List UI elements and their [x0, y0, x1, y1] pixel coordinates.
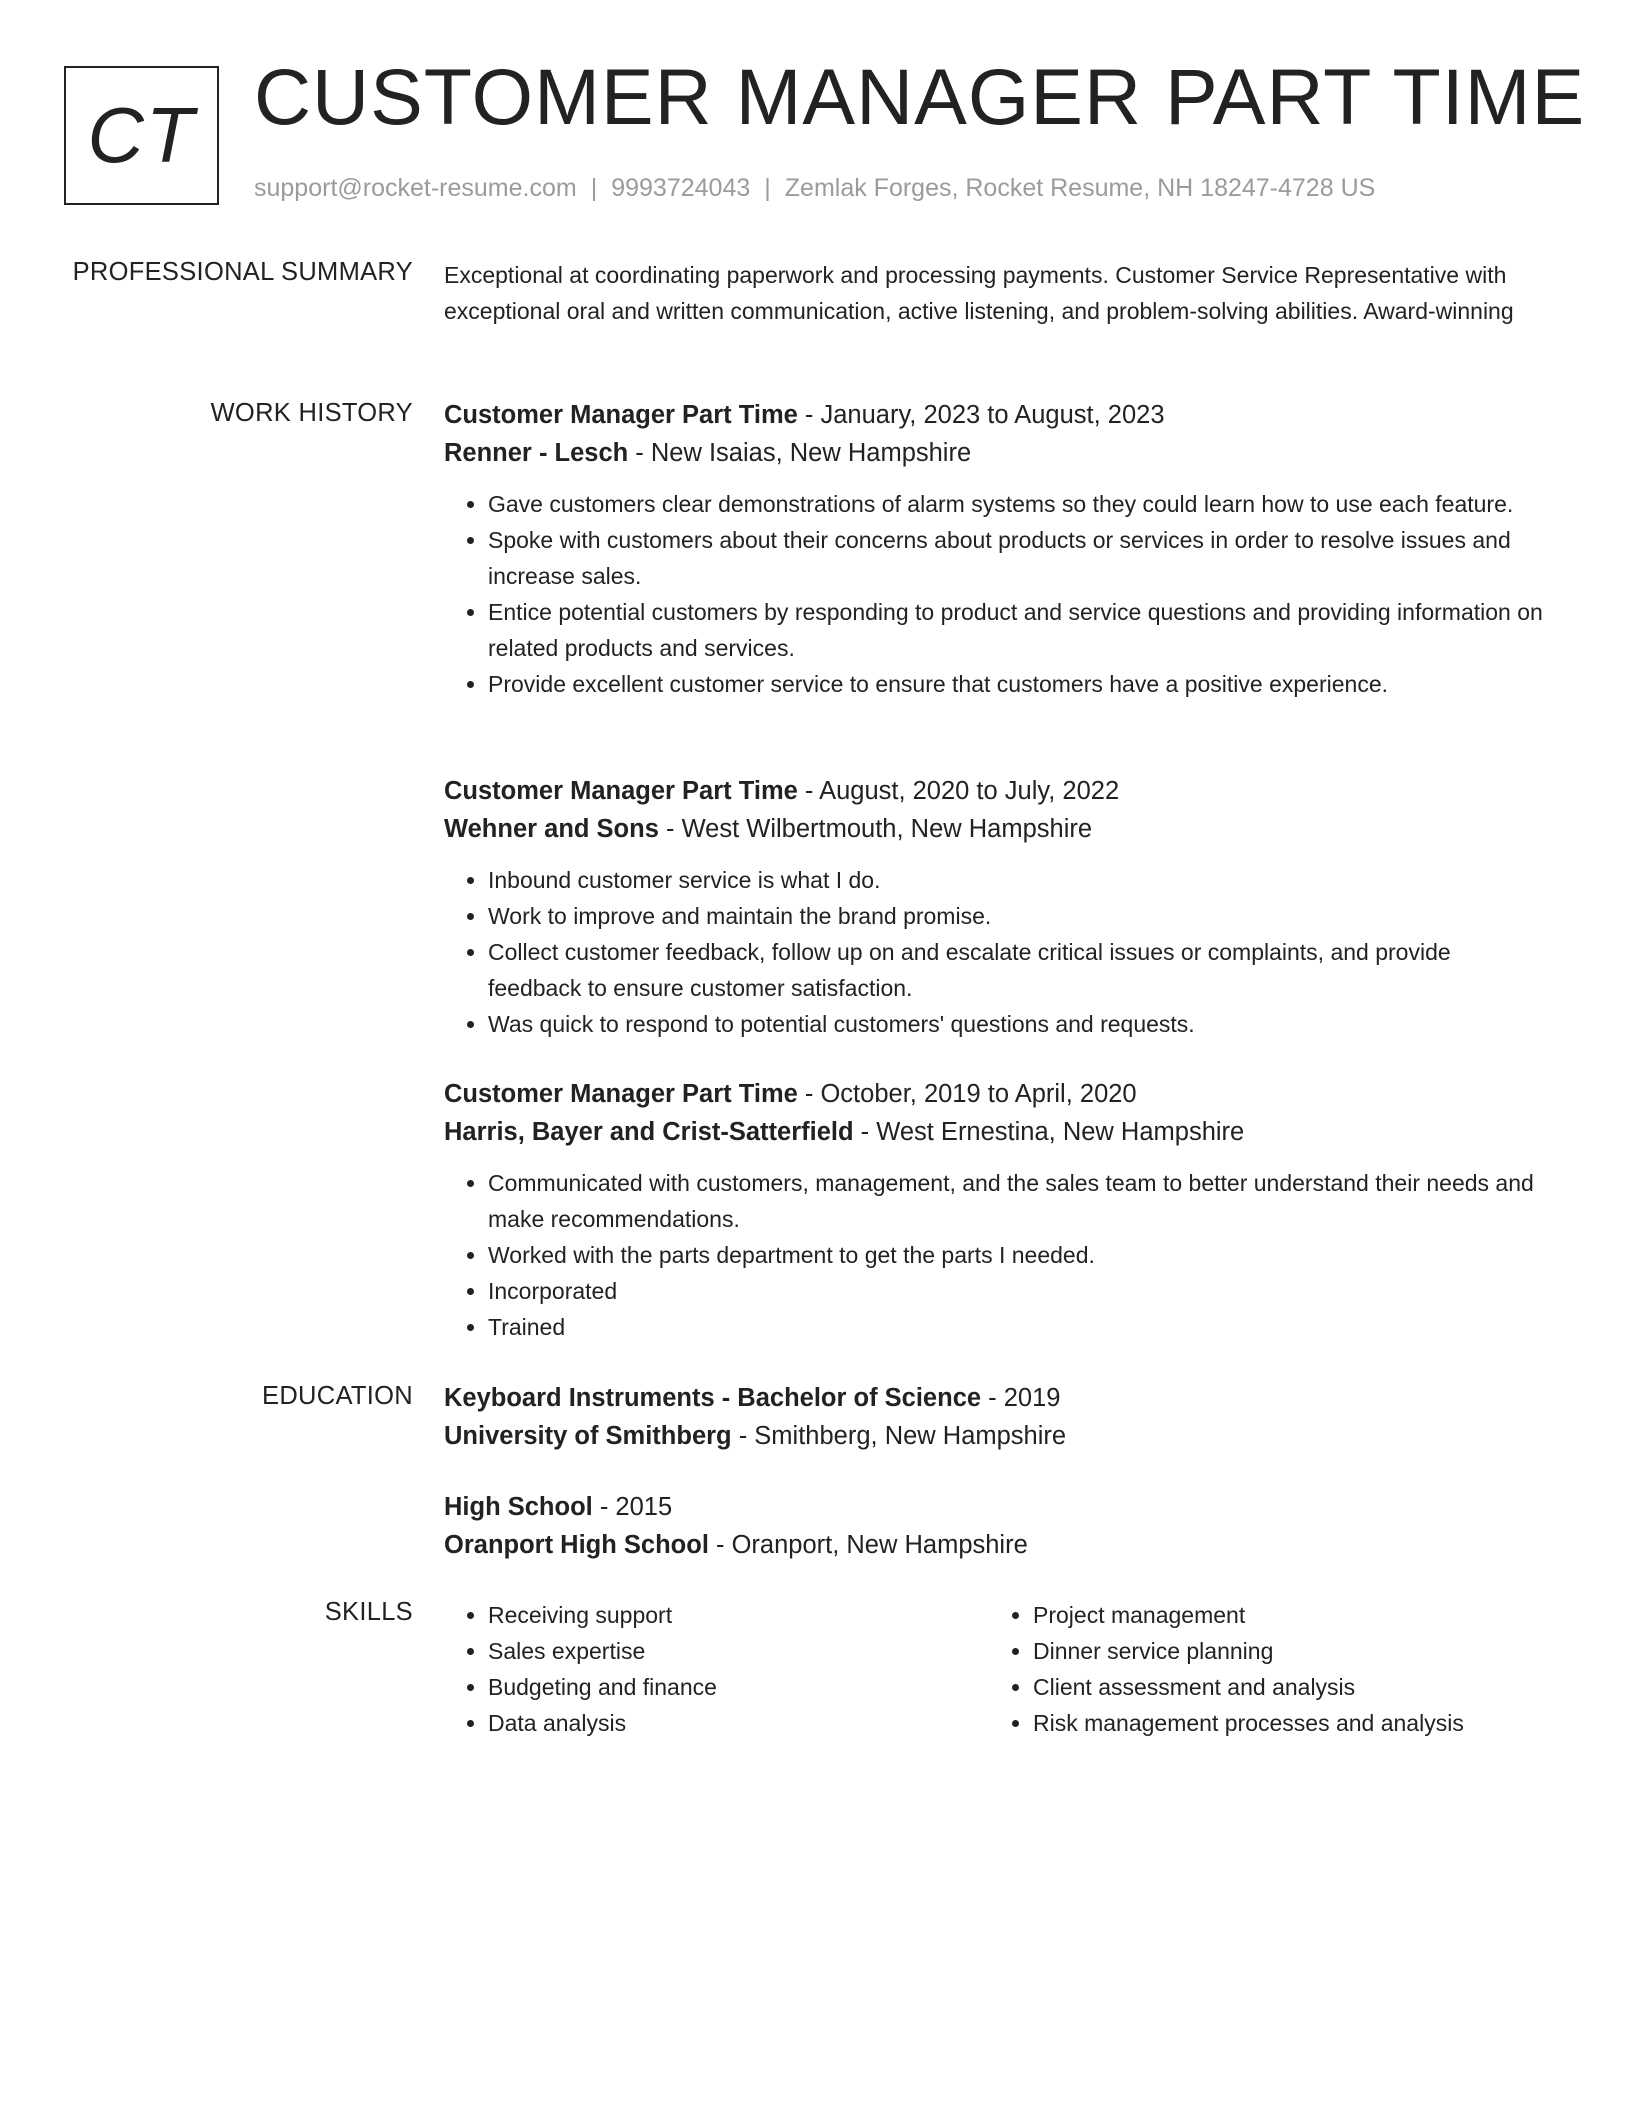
skills-column-left	[444, 1597, 964, 1741]
skill-item: • Budgeting and finance	[488, 1669, 964, 1705]
job-bullet: • Collect customer feedback, follow up on and escalate critical issues or complaints, and provide feedback to ensure customer satisfaction.	[488, 934, 1544, 1006]
contact-separator: |	[590, 174, 598, 202]
job-title: Customer Manager Part Time	[444, 401, 798, 429]
education-degree-line	[444, 1379, 1544, 1417]
job-entry	[444, 1075, 1544, 1345]
job-dates: - October, 2019 to April, 2020	[797, 1080, 1137, 1108]
job-location: - West Wilbertmouth, New Hampshire	[658, 815, 1093, 843]
job-bullet: • Entice potential customers by responding to product and service questions and providing information on related products and services.	[488, 594, 1544, 666]
contact-email: support@rocket-resume.com	[254, 174, 577, 202]
education-school-line	[444, 1417, 1544, 1455]
job-title: Customer Manager Part Time	[444, 1080, 798, 1108]
skill-item: • Client assessment and analysis	[1033, 1669, 1509, 1705]
job-bullet: • Inbound customer service is what I do.	[488, 862, 1544, 898]
job-company-line	[444, 810, 1544, 848]
job-entry	[444, 396, 1544, 702]
section-label-work: WORK HISTORY	[210, 399, 413, 427]
skill-item: • Data analysis	[488, 1705, 964, 1741]
skills-list	[444, 1597, 964, 1741]
job-bullets	[444, 486, 1544, 702]
section-label-skills: SKILLS	[324, 1598, 413, 1626]
education-degree-line	[444, 1488, 1544, 1526]
job-entry	[444, 772, 1544, 1042]
job-location: - New Isaias, New Hampshire	[628, 439, 972, 467]
skill-item: • Dinner service planning	[1033, 1633, 1509, 1669]
job-bullet: • Was quick to respond to potential customers' questions and requests.	[488, 1006, 1544, 1042]
job-bullets	[444, 1165, 1544, 1345]
education-location: - Smithberg, New Hampshire	[731, 1422, 1067, 1450]
job-bullet: • Incorporated	[488, 1273, 1544, 1309]
skill-item: • Risk management processes and analysis	[1033, 1705, 1509, 1741]
contact-address: Zemlak Forges, Rocket Resume, NH 18247-4728 US	[784, 174, 1376, 202]
job-company: Renner - Lesch	[444, 439, 629, 467]
education-year: - 2015	[592, 1493, 673, 1521]
job-company-line	[444, 434, 1544, 472]
job-bullets	[444, 862, 1544, 1042]
education-school: University of Smithberg	[444, 1422, 732, 1450]
job-dates: - August, 2020 to July, 2022	[797, 777, 1120, 805]
section-label-education: EDUCATION	[262, 1382, 413, 1410]
job-bullet: • Work to improve and maintain the brand promise.	[488, 898, 1544, 934]
education-location: - Oranport, New Hampshire	[708, 1531, 1028, 1559]
contact-phone: 9993724043	[611, 174, 751, 202]
job-dates: - January, 2023 to August, 2023	[797, 401, 1165, 429]
job-bullet: • Gave customers clear demonstrations of alarm systems so they could learn how to use each feature.	[488, 486, 1544, 522]
job-bullet: • Provide excellent customer service to ensure that customers have a positive experience.	[488, 666, 1544, 702]
contact-line	[254, 174, 1375, 203]
monogram-initials: CT	[87, 91, 196, 179]
skill-item: • Sales expertise	[488, 1633, 964, 1669]
education-school: Oranport High School	[444, 1531, 709, 1559]
skill-item: • Project management	[1033, 1597, 1509, 1633]
skills-column-right	[989, 1597, 1509, 1741]
job-bullet: • Spoke with customers about their concerns about products or services in order to resolve issues and increase sales.	[488, 522, 1544, 594]
monogram-box	[64, 66, 219, 205]
job-company-line	[444, 1113, 1544, 1151]
education-school-line	[444, 1526, 1544, 1564]
job-title-line	[444, 396, 1544, 434]
section-label-summary: PROFESSIONAL SUMMARY	[72, 258, 413, 286]
education-entry	[444, 1379, 1544, 1455]
job-title-line	[444, 772, 1544, 810]
job-bullet: • Worked with the parts department to get the parts I needed.	[488, 1237, 1544, 1273]
education-degree: Keyboard Instruments - Bachelor of Science	[444, 1384, 982, 1412]
candidate-name: CUSTOMER MANAGER PART TIME	[254, 52, 1586, 141]
job-location: - West Ernestina, New Hampshire	[853, 1118, 1245, 1146]
job-company: Harris, Bayer and Crist-Satterfield	[444, 1118, 854, 1146]
contact-separator: |	[764, 174, 771, 202]
job-company: Wehner and Sons	[444, 815, 659, 843]
job-title-line	[444, 1075, 1544, 1113]
job-title: Customer Manager Part Time	[444, 777, 798, 805]
skills-list	[989, 1597, 1509, 1741]
job-bullet: • Communicated with customers, management, and the sales team to better understand their needs and make recommendations.	[488, 1165, 1544, 1237]
education-degree: High School	[444, 1493, 593, 1521]
job-bullet: • Trained	[488, 1309, 1544, 1345]
education-entry	[444, 1488, 1544, 1564]
skill-item: • Receiving support	[488, 1597, 964, 1633]
summary-text: Exceptional at coordinating paperwork and processing payments. Customer Service Representative with exceptional oral and written communication, active listening, and problem-solving abilities. Award-winning	[444, 262, 1514, 324]
education-year: - 2019	[981, 1384, 1061, 1412]
